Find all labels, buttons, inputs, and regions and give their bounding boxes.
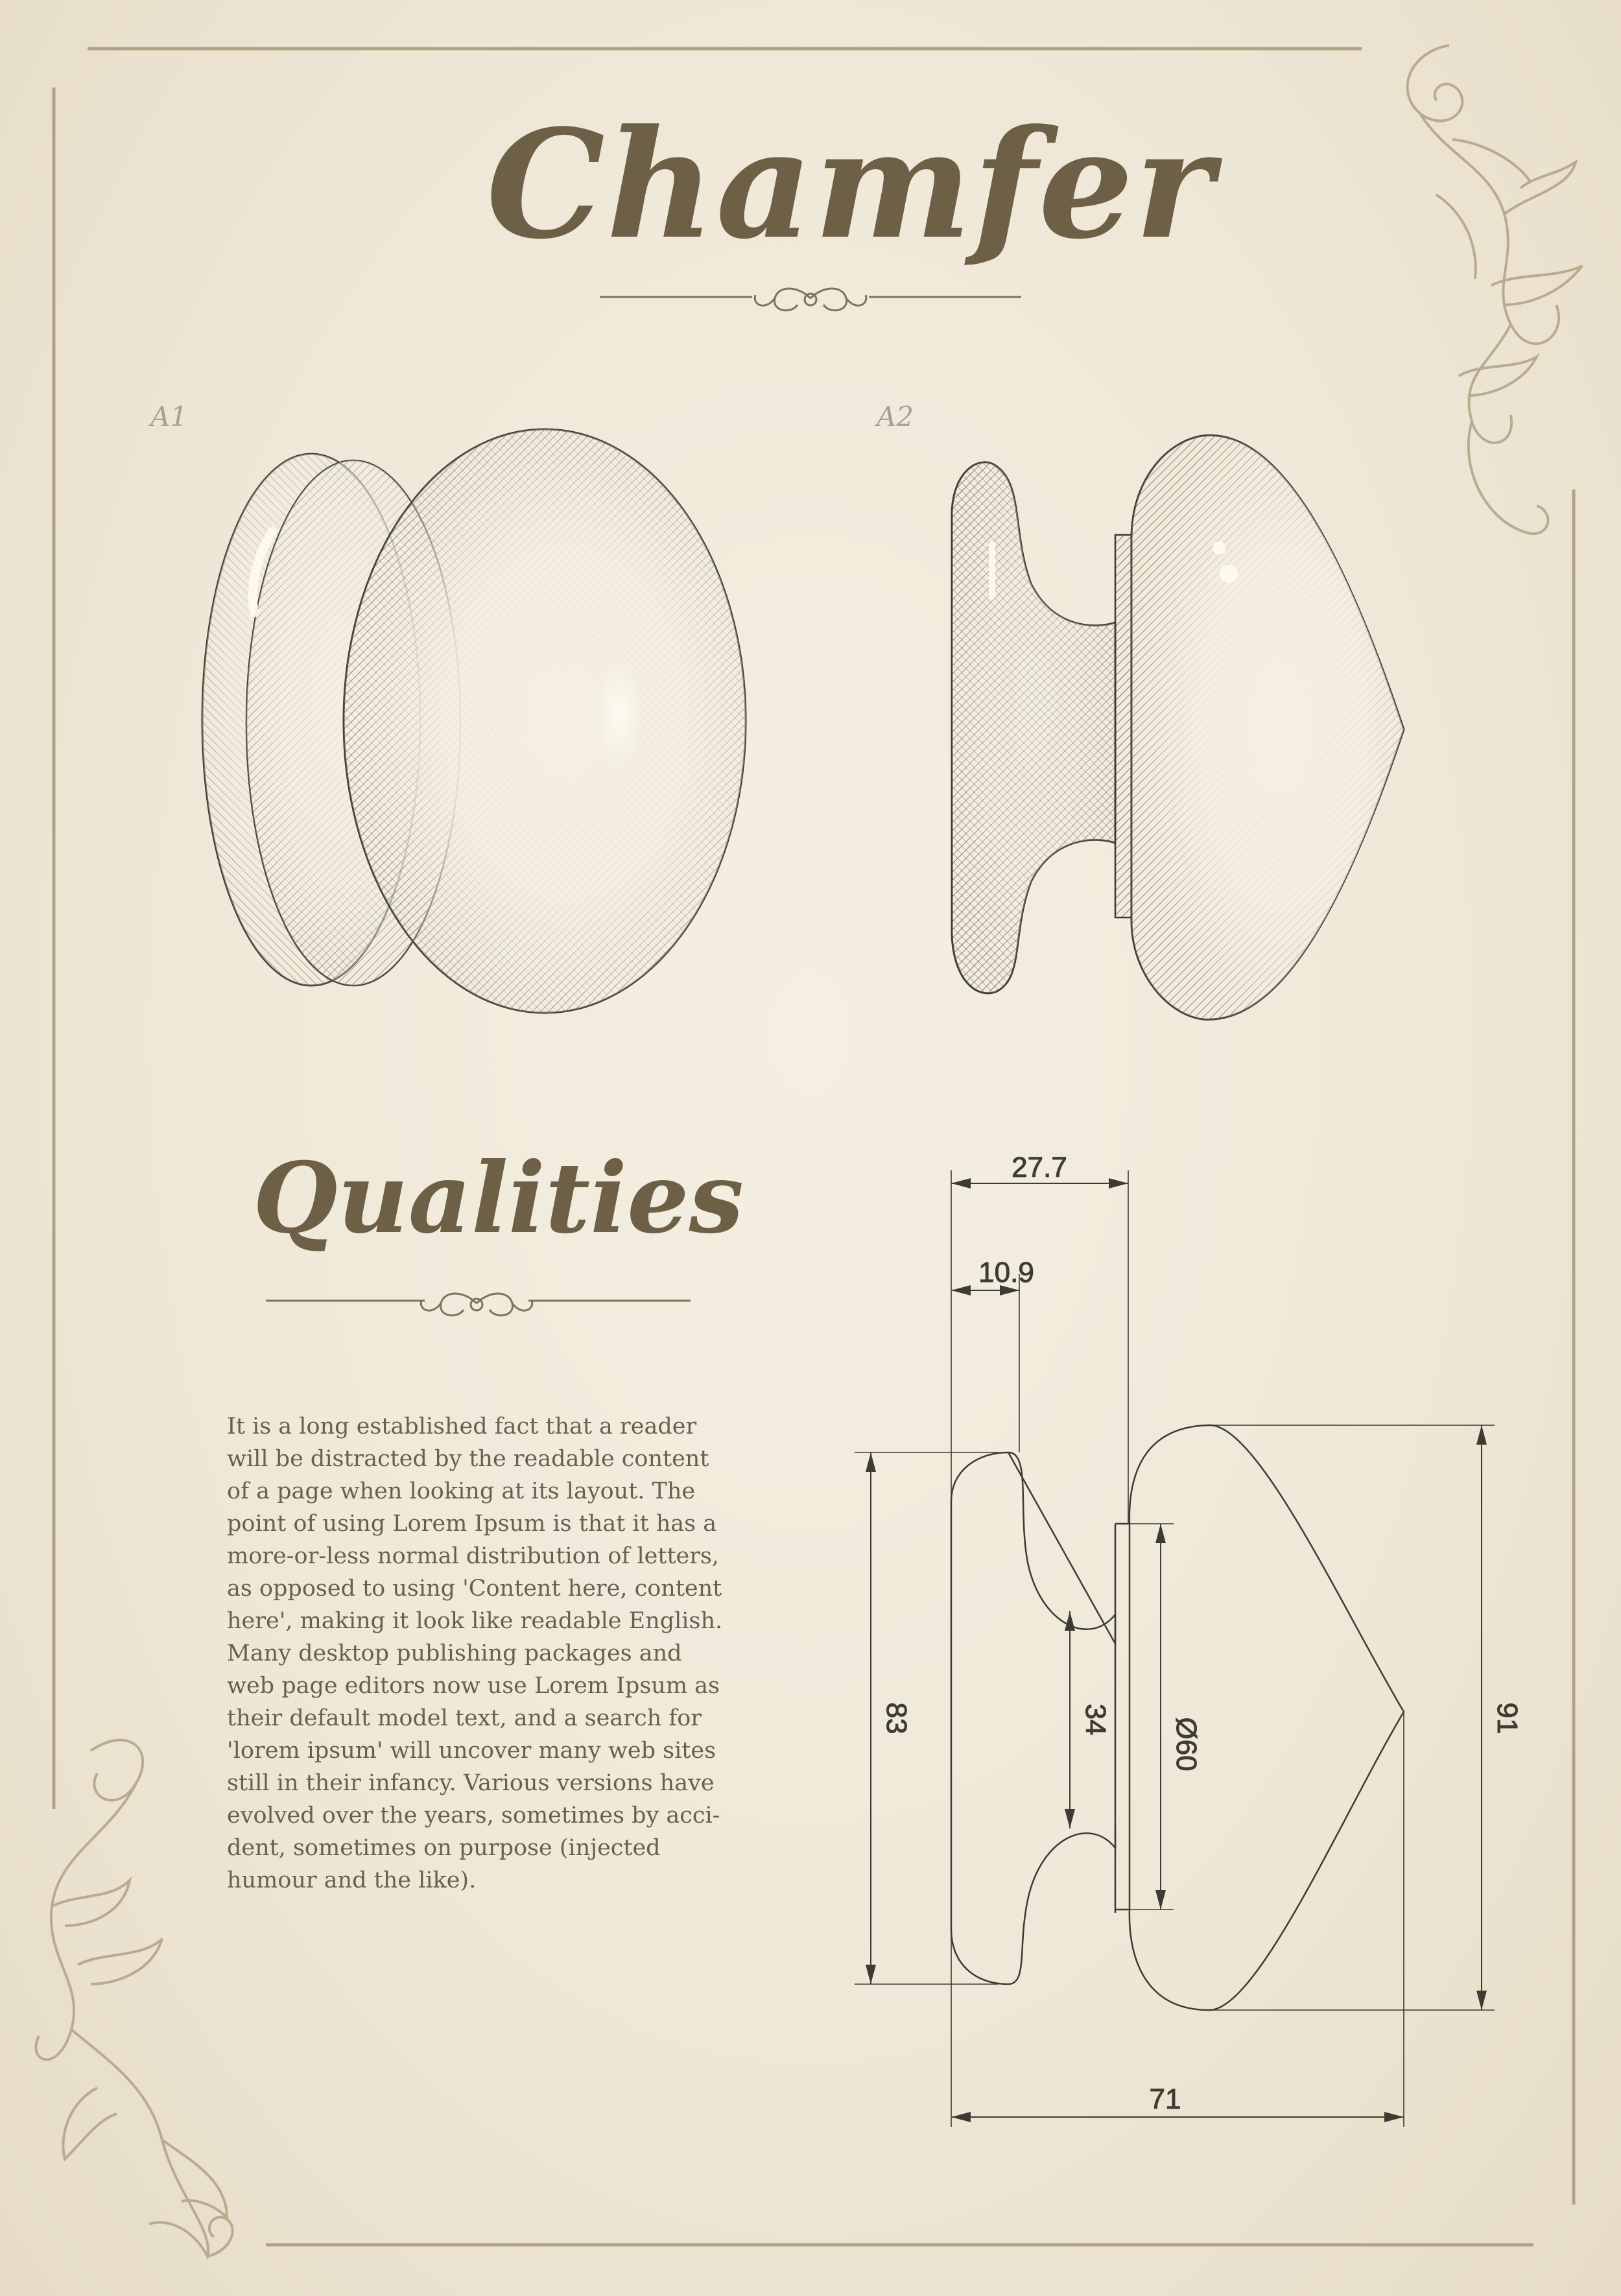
- paragraph-line: will be distracted by the readable content: [227, 1446, 709, 1472]
- paragraph-line: Many desktop publishing packages and: [227, 1640, 682, 1666]
- title-ornament: [600, 289, 1021, 311]
- page-title: Chamfer: [486, 97, 1215, 272]
- paragraph-line: evolved over the years, sometimes by acci-: [227, 1803, 720, 1829]
- knob-illustration-a2: [952, 435, 1404, 1019]
- dim-neck-diameter: 34: [1080, 1703, 1111, 1736]
- qualities-paragraph: [227, 1410, 759, 1897]
- dim-plate-diameter: Ø60: [1170, 1717, 1202, 1771]
- qualities-ornament: [266, 1294, 691, 1316]
- view-label-a1: A1: [150, 401, 188, 432]
- paragraph-line: their default model text, and a search for: [227, 1705, 702, 1731]
- paragraph-line: 'lorem ipsum' will uncover many web sites: [227, 1738, 716, 1764]
- paragraph-line: dent, sometimes on purpose (injected: [227, 1835, 661, 1861]
- dim-total-length: 71: [1149, 2083, 1181, 2115]
- paragraph-line: web page editors now use Lorem Ipsum as: [227, 1673, 720, 1699]
- corner-flourish-top: [1408, 45, 1582, 534]
- corner-flourish-bottom: [36, 1740, 232, 2256]
- paragraph-line: humour and the like).: [227, 1867, 477, 1893]
- dim-knob-diameter: 91: [1491, 1702, 1523, 1734]
- technical-drawing: [855, 1152, 1523, 2127]
- paragraph-line: of a page when looking at its layout. The: [227, 1478, 696, 1504]
- paragraph-line: as opposed to using 'Content here, content: [227, 1576, 722, 1602]
- paragraph-line: here', making it look like readable English.: [227, 1608, 723, 1634]
- paragraph-line: It is a long established fact that a reader: [227, 1414, 697, 1439]
- dim-base-height: 83: [881, 1702, 912, 1734]
- view-label-a2: A2: [877, 401, 914, 432]
- qualities-heading: Qualities: [253, 1141, 744, 1255]
- knob-illustration-a1: [202, 429, 746, 1013]
- paragraph-line: point of using Lorem Ipsum is that it has a: [227, 1511, 717, 1537]
- dim-neck-offset: 10.9: [978, 1257, 1034, 1288]
- paragraph-line: still in their infancy. Various versions have: [227, 1770, 715, 1796]
- dim-overall-width: 27.7: [1012, 1152, 1067, 1183]
- paragraph-line: more-or-less normal distribution of letters,: [227, 1543, 720, 1569]
